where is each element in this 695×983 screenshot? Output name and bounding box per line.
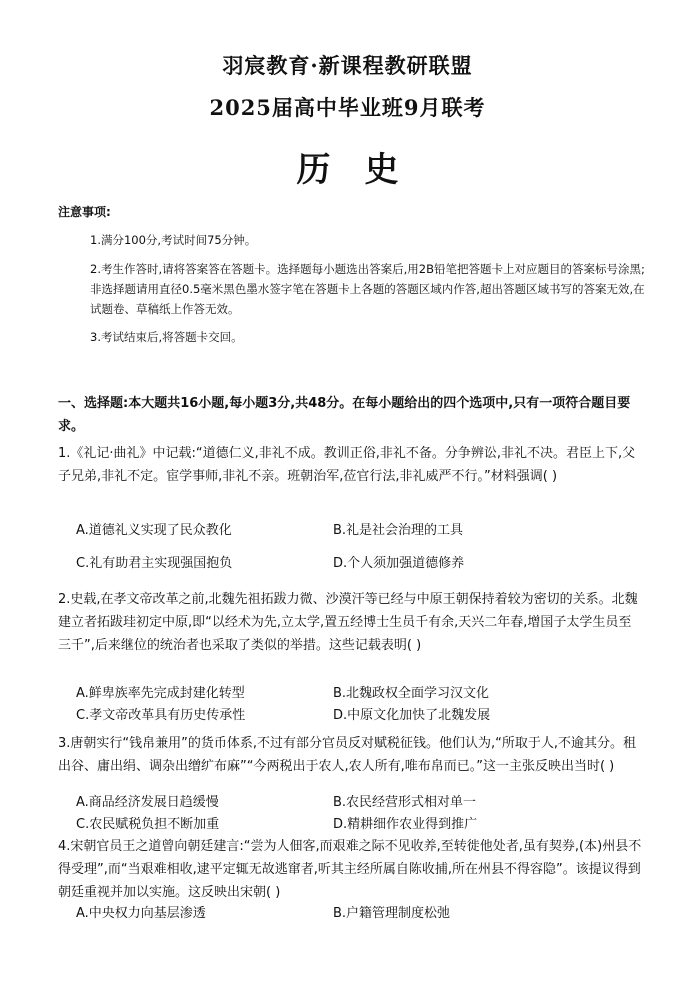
question-stem: 3.唐朝实行“钱帛兼用”的货币体系,不过有部分官员反对赋税征钱。他们认为,“所取于人,不逾其分。租出谷、庸出绢、调杂出缯纩布麻”“今两税出于农人,农人所有,唯布帛而已。”这一主张反映出当时( ): [58, 736, 637, 774]
note-item: 2.考生作答时,请将答案答在答题卡。选择题每小题选出答案后,用2B铅笔把答题卡上对应题目的答案标号涂黑;非选择题请用直径0.5毫米黑色墨水签字笔在答题卡上各题的答题区域内作答,超出答题区域书写的答案无效,在试题卷、草稿纸上作答无效。: [90, 262, 645, 316]
question-stem: 1.《礼记·曲礼》中记载:“道德仁义,非礼不成。教训正俗,非礼不备。分争辨讼,非礼不决。君臣上下,父子兄弟,非礼不定。宦学事师,非礼不亲。班朝治军,莅官行法,非礼威严不行。”材料强调( ): [58, 446, 636, 484]
question-option: B.农民经营形式相对单一: [333, 795, 477, 810]
question-option: D.中原文化加快了北魏发展: [333, 708, 491, 723]
exam-organizer-title: 羽宸教育·新课程教研联盟: [222, 53, 473, 78]
section-heading: 一、选择题:本大题共16小题,每小题3分,共48分。在每小题给出的四个选项中,只有一项符合题目要求。: [58, 396, 631, 434]
question-option: C.孝文帝改革具有历史传承性: [76, 708, 246, 723]
subject-title: 历史: [296, 150, 433, 190]
exam-name-title: 2025届高中毕业班9月联考: [209, 95, 486, 120]
question-option: C.礼有助君主实现强国抱负: [76, 556, 233, 571]
question-option: A.中央权力向基层渗透: [76, 906, 206, 921]
question-option: B.礼是社会治理的工具: [333, 523, 464, 538]
notes-heading: 注意事项:: [58, 205, 111, 219]
note-item: 1.满分100分,考试时间75分钟。: [90, 233, 257, 247]
question-option: B.北魏政权全面学习汉文化: [333, 686, 490, 701]
question-option: B.户籍管理制度松弛: [333, 906, 451, 921]
question-option: C.农民赋税负担不断加重: [76, 817, 220, 832]
question-stem: 4.宋朝官员王之道曾向朝廷建言:“尝为人佃客,而艰难之际不见收养,至转徙他处者,虽有契券,(本)州县不得受理”,而“当艰难相收,逮平定辄无故逃窜者,听其主经所属自陈收捕,所在州县不得容隐”。该提议得到朝廷重视并加以实施。这反映出宋朝( ): [58, 839, 642, 900]
question-option: A.商品经济发展日趋缓慢: [76, 795, 219, 810]
question-stem: 2.史载,在孝文帝改革之前,北魏先祖拓跋力微、沙漠汗等已经与中原王朝保持着较为密切的关系。北魏建立者拓跋珪初定中原,即“以经术为先,立太学,置五经博士生员千有余,天兴二年春,增国子太学生员至三千”,后来继位的统治者也采取了类似的举措。这些记载表明( ): [58, 592, 638, 653]
question-option: D.个人须加强道德修养: [333, 556, 465, 571]
note-item: 3.考试结束后,将答题卡交回。: [90, 330, 243, 344]
question-option: D.精耕细作农业得到推广: [333, 817, 478, 832]
question-option: A.道德礼义实现了民众教化: [76, 523, 232, 538]
question-option: A.鲜卑族率先完成封建化转型: [76, 686, 245, 701]
